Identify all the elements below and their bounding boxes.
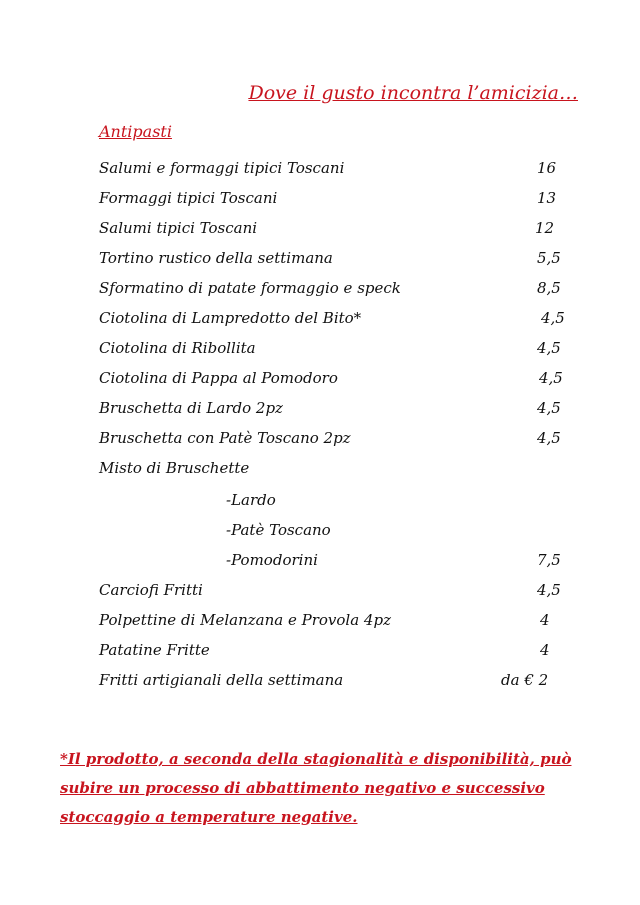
menu-item — [99, 156, 569, 180]
menu-item-name: Carciofi Fritti — [99, 581, 203, 599]
menu-item-name: Salumi e formaggi tipici Toscani — [99, 159, 345, 177]
menu-item — [99, 426, 569, 450]
menu-item — [99, 216, 569, 240]
menu-item-price: 8,5 — [537, 279, 561, 297]
tagline: Dove il gusto incontra l’amicizia… — [248, 82, 578, 104]
menu-item-name: Ciotolina di Lampredotto del Bito* — [99, 309, 362, 327]
menu-item-name: Salumi tipici Toscani — [99, 219, 258, 237]
menu-item-price: 13 — [537, 189, 557, 207]
menu-item — [99, 396, 569, 420]
menu-item — [99, 608, 569, 632]
section-title-antipasti: Antipasti — [99, 122, 172, 141]
menu-item-name: Misto di Bruschette — [99, 459, 250, 477]
menu-item-price: 16 — [537, 159, 557, 177]
menu-item — [99, 668, 569, 692]
menu-item-name: Patatine Fritte — [99, 641, 210, 659]
menu-item-name: Formaggi tipici Toscani — [99, 189, 278, 207]
menu-item — [99, 638, 569, 662]
menu-item-name: Fritti artigianali della settimana — [99, 671, 344, 689]
menu-item — [99, 306, 569, 330]
menu-item-name: Bruschetta con Patè Toscano 2pz — [99, 429, 351, 447]
menu-item-price: 4,5 — [537, 399, 561, 417]
menu-item-price: 4 — [540, 611, 550, 629]
menu-item-price: 12 — [535, 219, 555, 237]
menu-item-name: Sformatino di patate formaggio e speck — [99, 279, 401, 297]
menu-item-name: Bruschetta di Lardo 2pz — [99, 399, 283, 417]
menu-item — [99, 456, 569, 480]
misto-option: -Patè Toscano — [226, 521, 331, 539]
menu-item-name: Ciotolina di Ribollita — [99, 339, 256, 357]
menu-item-name: Ciotolina di Pappa al Pomodoro — [99, 369, 338, 387]
menu-item-name: Tortino rustico della settimana — [99, 249, 333, 267]
menu-item-price: 4,5 — [539, 369, 563, 387]
menu-item-price: 4,5 — [541, 309, 565, 327]
menu-item-price: 4,5 — [537, 429, 561, 447]
menu-item-price: 5,5 — [537, 249, 561, 267]
misto-option: -Pomodorini — [226, 551, 318, 569]
menu-item — [99, 246, 569, 270]
menu-item — [99, 366, 569, 390]
menu-item — [99, 578, 569, 602]
menu-item-price: 4,5 — [537, 581, 561, 599]
menu-item — [99, 276, 569, 300]
footnote: *Il prodotto, a seconda della stagionalità e disponibilità, può subire un processo di abbattimento negativo e successivo stoccaggio a temperature negative. — [60, 750, 572, 826]
menu-item-name: Polpettine di Melanzana e Provola 4pz — [99, 611, 391, 629]
menu-item — [99, 336, 569, 360]
menu-item-price: 4 — [540, 641, 550, 659]
misto-option: -Lardo — [226, 491, 276, 509]
misto-price: 7,5 — [537, 551, 561, 569]
menu-item — [99, 186, 569, 210]
menu-item-price: da € 2 — [501, 671, 549, 689]
menu-item-price: 4,5 — [537, 339, 561, 357]
